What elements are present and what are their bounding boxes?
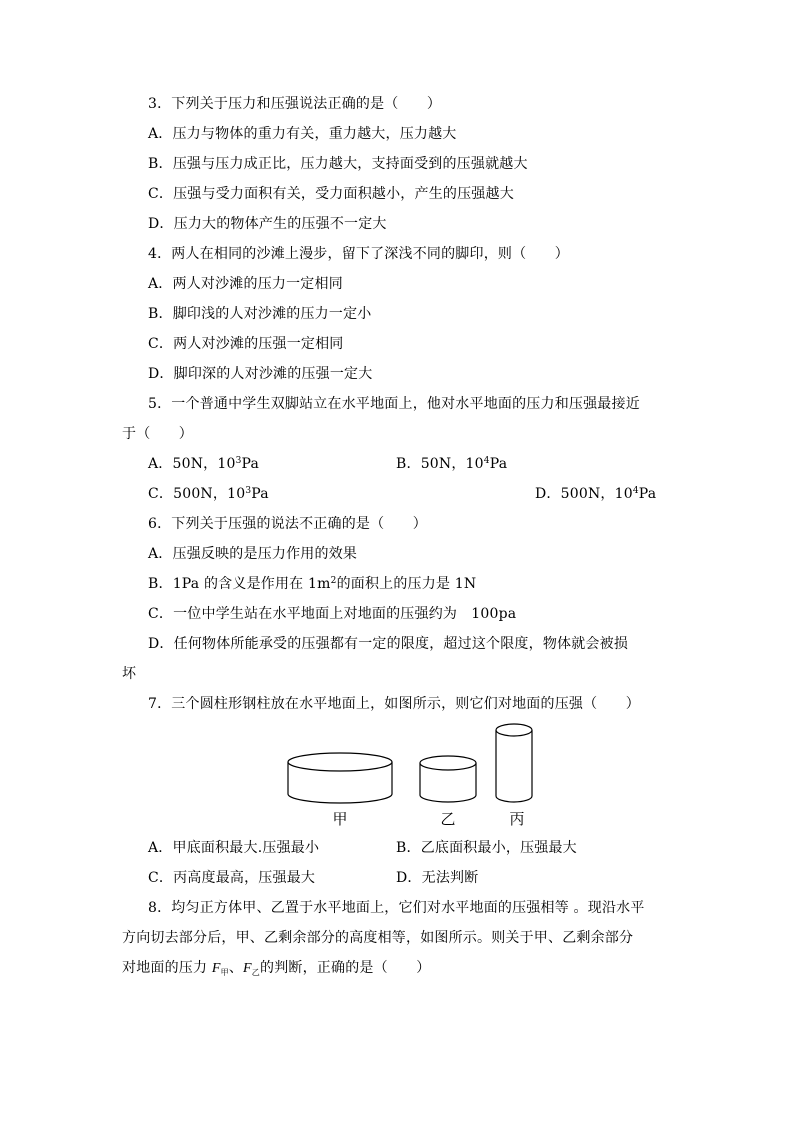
q5-option-d [535,484,656,504]
q5-option-b-exponent: 4 [483,456,490,466]
cylinder-bing [496,724,532,802]
q4-option-c: C．两人对沙滩的压强一定相同 [148,336,344,352]
q3-option-d: D．压力大的物体产生的压强不一定大 [148,216,387,232]
q5-stem-line2: 于（ ） [122,426,193,442]
q5-option-c [148,484,269,504]
q5-option-a-unit: Pa [241,456,260,472]
q7-stem: 7．三个圆柱形钢柱放在水平地面上，如图所示，则它们对地面的压强（ ） [148,696,640,712]
cylinders-figure [280,718,540,830]
q8-separator: 、 [228,960,244,976]
q8-subscript-yi: 乙 [251,968,260,977]
q3-stem: 3．下列关于压力和压强说法正确的是（ ） [148,96,442,112]
q3-option-b: B．压强与压力成正比，压力越大，支持面受到的压强就越大 [148,156,528,172]
q8-line3-prefix: 对地面的压力 [122,960,212,976]
q6-option-b-text: B．1Pa 的含义是作用在 1m [148,576,331,592]
q5-option-b-text: B．50N，10 [396,456,484,472]
q5-stem-line1: 5．一个普通中学生双脚站立在水平地面上，他对水平地面的压力和压强最接近 [148,396,640,412]
figure-label-yi: 乙 [440,810,456,828]
q5-option-a-text: A．50N，10 [148,456,236,472]
q3-option-c: C．压强与受力面积有关，受力面积越小，产生的压强越大 [148,186,514,202]
q7-option-a: A．甲底面积最大.压强最小 [148,840,320,856]
q5-option-c-exponent: 3 [245,486,252,496]
q6-option-a: A．压强反映的是压力作用的效果 [148,546,358,562]
q4-option-d: D．脚印深的人对沙滩的压强一定大 [148,366,373,382]
q5-option-c-text: C．500N，10 [148,486,246,502]
q8-line1: 8．均匀正方体甲、乙置于水平地面上，它们对水平地面的压强相等 。现沿水平 [148,900,645,916]
q5-option-a [148,454,259,474]
q4-option-b: B．脚印浅的人对沙滩的压力一定小 [148,306,372,322]
q6-option-c: C．一位中学生站在水平地面上对地面的压强约为 100pa [148,606,517,622]
q7-option-d: D．无法判断 [396,870,479,886]
q5-option-b-unit: Pa [489,456,508,472]
q8-line3-suffix: 的判断，正确的是（ ） [260,960,431,976]
q6-option-b [148,574,476,594]
figure-label-jia: 甲 [332,810,348,828]
figure-label-bing: 丙 [509,810,525,828]
q5-option-d-text: D．500N，10 [535,486,633,502]
q5-option-d-unit: Pa [638,486,657,502]
q5-option-d-exponent: 4 [632,486,639,496]
q8-subscript-jia: 甲 [220,968,229,977]
cylinder-jia [288,753,392,803]
q3-option-a: A．压力与物体的重力有关，重力越大，压力越大 [148,126,457,142]
q5-option-a-exponent: 3 [235,456,242,466]
q6-stem: 6．下列关于压强的说法不正确的是（ ） [148,516,427,532]
q6-option-d-line2: 坏 [122,666,137,682]
q4-option-a: A．两人对沙滩的压力一定相同 [148,276,343,292]
q8-force-symbol-yi: F [243,961,252,976]
q8-force-symbol-jia: F [211,961,221,976]
q7-option-c: C．丙高度最高，压强最大 [148,870,316,886]
q8-line3 [122,958,430,979]
cylinder-yi [420,756,476,802]
q8-line2: 方向切去部分后，甲、乙剩余部分的高度相等，如图所示。则关于甲、乙剩余部分 [122,930,634,946]
q4-stem: 4．两人在相同的沙滩上漫步，留下了深浅不同的脚印，则（ ） [148,246,569,262]
q6-option-d-line1: D．任何物体所能承受的压强都有一定的限度，超过这个限度，物体就会被损 [148,636,629,652]
q7-option-b: B．乙底面积最小，压强最大 [396,840,577,856]
q5-option-c-unit: Pa [251,486,269,502]
q6-option-b-exponent: 2 [330,576,337,586]
q6-option-b-suffix: 的面积上的压力是 1N [336,576,477,592]
q5-option-b [396,454,507,474]
